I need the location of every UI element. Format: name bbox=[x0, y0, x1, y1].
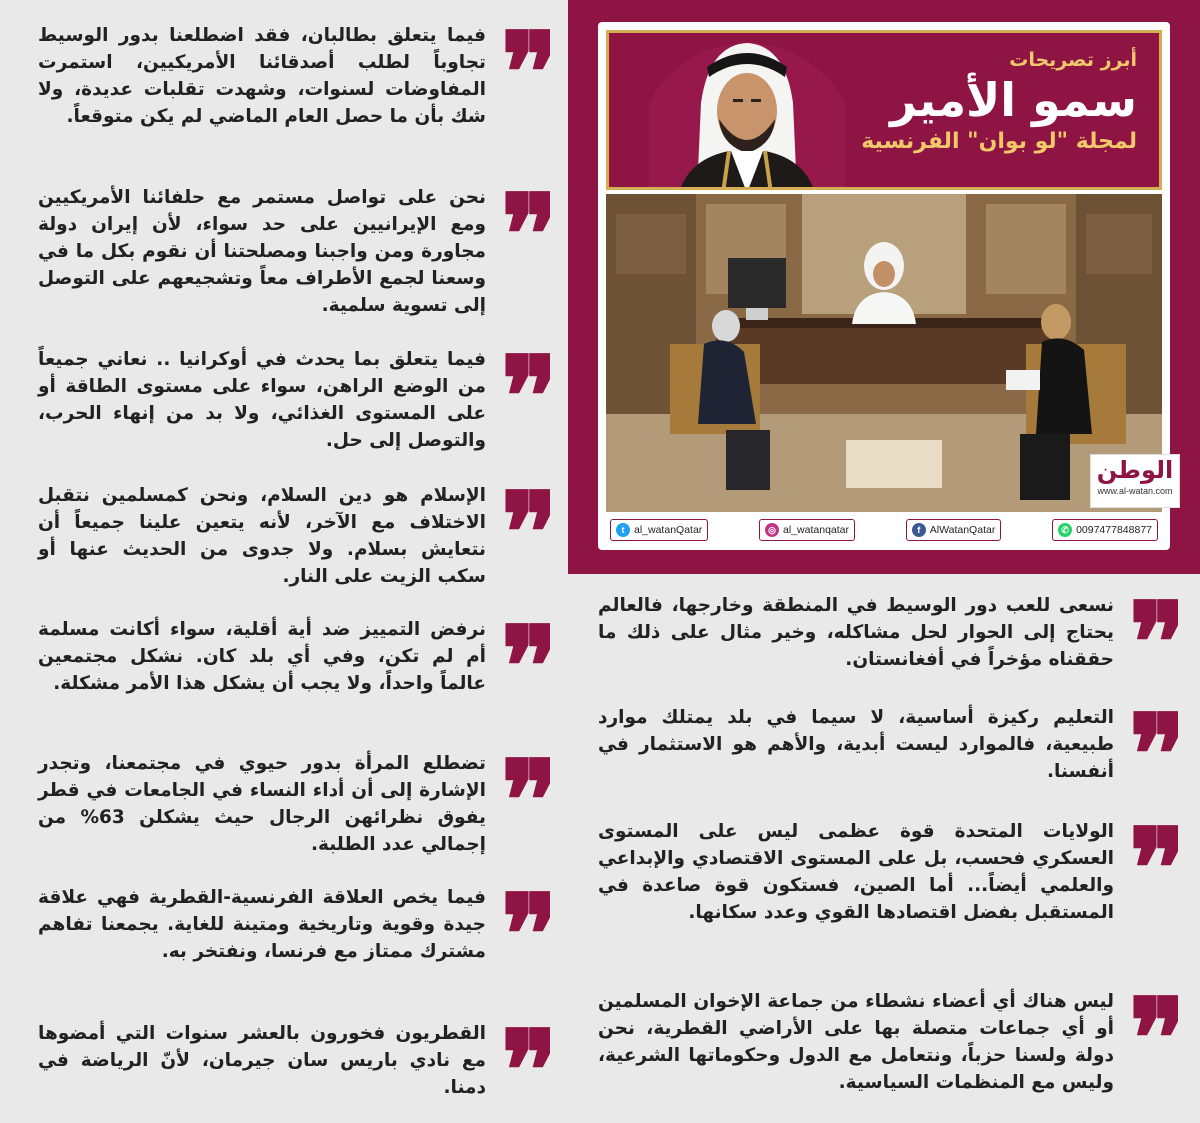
quote-text: تضطلع المرأة بدور حيوي في مجتمعنا، وتجدر الإشارة إلى أن أداء النساء في الجامعات في قطر يفوق نظرائهن الرجال حيث يشكلن 63% من إجمالي عدد الطلبة. bbox=[38, 753, 486, 855]
social-facebook[interactable] bbox=[906, 519, 1002, 541]
social-handle: 0097477848877 bbox=[1076, 524, 1152, 536]
facebook-icon: f bbox=[912, 523, 926, 537]
logo-url: www.al-watan.com bbox=[1097, 486, 1173, 496]
quote-block bbox=[598, 814, 1178, 926]
banner-header bbox=[606, 30, 1162, 190]
banner-kicker: أبرز تصريحات bbox=[1009, 49, 1137, 71]
logo-wordmark: الوطن bbox=[1096, 456, 1174, 484]
social-handle: al_watanQatar bbox=[634, 524, 703, 536]
quote-text: نحن على تواصل مستمر مع حلفائنا الأمريكيين ومع الإيرانيين على حد سواء، لأن إيران دولة مجاورة ومن واجبنا ومصلحتنا أن نقوم بكل ما في وسعنا لجمع الأطراف معاً وتشجيعهم على التوصل إلى تسوية سلمية. bbox=[38, 187, 486, 316]
twitter-icon: t bbox=[616, 523, 630, 537]
social-bar bbox=[606, 516, 1162, 544]
quote-mark-icon: ❞ bbox=[500, 1016, 550, 1096]
banner-subtitle: لمجلة "لو بوان" الفرنسية bbox=[861, 129, 1137, 154]
whatsapp-icon: ✆ bbox=[1058, 523, 1072, 537]
quote-block bbox=[38, 1016, 550, 1101]
social-handle: al_watanqatar bbox=[783, 524, 850, 536]
quote-mark-icon: ❞ bbox=[500, 612, 550, 692]
interview-photo bbox=[606, 194, 1162, 512]
quote-text: فيما يتعلق بطالبان، فقد اضطلعنا بدور الوسيط تجاوباً لطلب أصدقائنا الأمريكيين، استمرت المفاوضات لسنوات، وشهدت تقلبات عديدة، ولا شك بأن ما حصل العام الماضي لم يكن متوقعاً. bbox=[38, 25, 486, 127]
quote-block bbox=[38, 18, 550, 130]
quote-mark-icon: ❞ bbox=[500, 478, 550, 558]
quote-mark-icon: ❞ bbox=[1128, 814, 1178, 894]
quote-mark-icon: ❞ bbox=[500, 880, 550, 960]
social-whatsapp[interactable] bbox=[1052, 519, 1158, 541]
quote-block bbox=[38, 342, 550, 454]
quote-mark-icon: ❞ bbox=[500, 180, 550, 260]
alwatan-logo bbox=[1090, 454, 1180, 508]
quote-block bbox=[38, 612, 550, 697]
quote-mark-icon: ❞ bbox=[1128, 984, 1178, 1064]
quote-block bbox=[38, 478, 550, 590]
quote-mark-icon: ❞ bbox=[500, 342, 550, 422]
quote-text: التعليم ركيزة أساسية، لا سيما في بلد يمتلك موارد طبيعية، فالموارد ليست أبدية، والأهم هو الاستثمار في أنفسنا. bbox=[598, 707, 1114, 782]
social-twitter[interactable] bbox=[610, 519, 708, 541]
banner-titles bbox=[817, 47, 1137, 157]
quote-text: ليس هناك أي أعضاء نشطاء من جماعة الإخوان المسلمين أو أي جماعات متصلة بها على الأراضي القطرية، نحن دولة ولسنا حزباً، ونتعامل مع الدول وحكوماتها الشرعية، وليس مع المنظمات السياسية. bbox=[598, 991, 1114, 1093]
quote-text: الإسلام هو دين السلام، ونحن كمسلمين نتقبل الاختلاف مع الآخر، لأنه يتعين علينا جميعاً أن نتعايش بسلام. ولا جدوى من الحديث عنها أو سكب الزيت على النار. bbox=[38, 485, 486, 587]
banner-title: سمو الأمير bbox=[890, 73, 1137, 127]
quote-block bbox=[38, 880, 550, 965]
quote-text: القطريون فخورون بالعشر سنوات التي أمضوها مع نادي باريس سان جيرمان، لأنّ الرياضة في دمنا. bbox=[38, 1023, 486, 1098]
quote-text: فيما يخص العلاقة الفرنسية-القطرية فهي علاقة جيدة وقوية وتاريخية ومتينة للغاية. يجمعنا تفاهم مشترك ممتاز مع فرنسا، ونفتخر به. bbox=[38, 887, 486, 962]
quote-mark-icon: ❞ bbox=[1128, 700, 1178, 780]
quote-block bbox=[38, 180, 550, 319]
quote-block bbox=[38, 746, 550, 858]
quote-text: فيما يتعلق بما يحدث في أوكرانيا .. نعاني جميعاً من الوضع الراهن، سواء على مستوى الطاقة أو على المستوى الغذائي، ولا بد من إنهاء الحرب، والتوصل إلى حل. bbox=[38, 349, 486, 451]
portrait-image bbox=[649, 33, 845, 190]
quote-block bbox=[598, 588, 1178, 673]
quote-mark-icon: ❞ bbox=[1128, 588, 1178, 668]
quote-text: نسعى للعب دور الوسيط في المنطقة وخارجها، فالعالم يحتاج إلى الحوار لحل مشاكله، وخير مثال على ذلك ما حققناه مؤخراً في أفغانستان. bbox=[598, 595, 1114, 670]
instagram-icon: ◎ bbox=[765, 523, 779, 537]
quote-mark-icon: ❞ bbox=[500, 18, 550, 98]
quote-mark-icon: ❞ bbox=[500, 746, 550, 826]
quote-block bbox=[598, 700, 1178, 785]
banner-panel bbox=[568, 0, 1200, 574]
social-instagram[interactable] bbox=[759, 519, 855, 541]
quote-block bbox=[598, 984, 1178, 1096]
quote-text: الولايات المتحدة قوة عظمى ليس على المستوى العسكري فحسب، بل على المستوى الاقتصادي والإبداعي والعلمي أيضاً... أما الصين، فستكون قوة صاعدة في المستقبل بفضل اقتصادها القوي وعدد سكانها. bbox=[598, 821, 1114, 923]
social-handle: AlWatanQatar bbox=[929, 524, 996, 536]
banner-card bbox=[598, 22, 1174, 550]
quote-text: نرفض التمييز ضد أية أقلية، سواء أكانت مسلمة أم لم تكن، وفي أي بلد كان. نشكل مجتمعين عالماً واحداً، ولا يجب أن يشكل هذا الأمر مشكلة. bbox=[38, 619, 486, 694]
